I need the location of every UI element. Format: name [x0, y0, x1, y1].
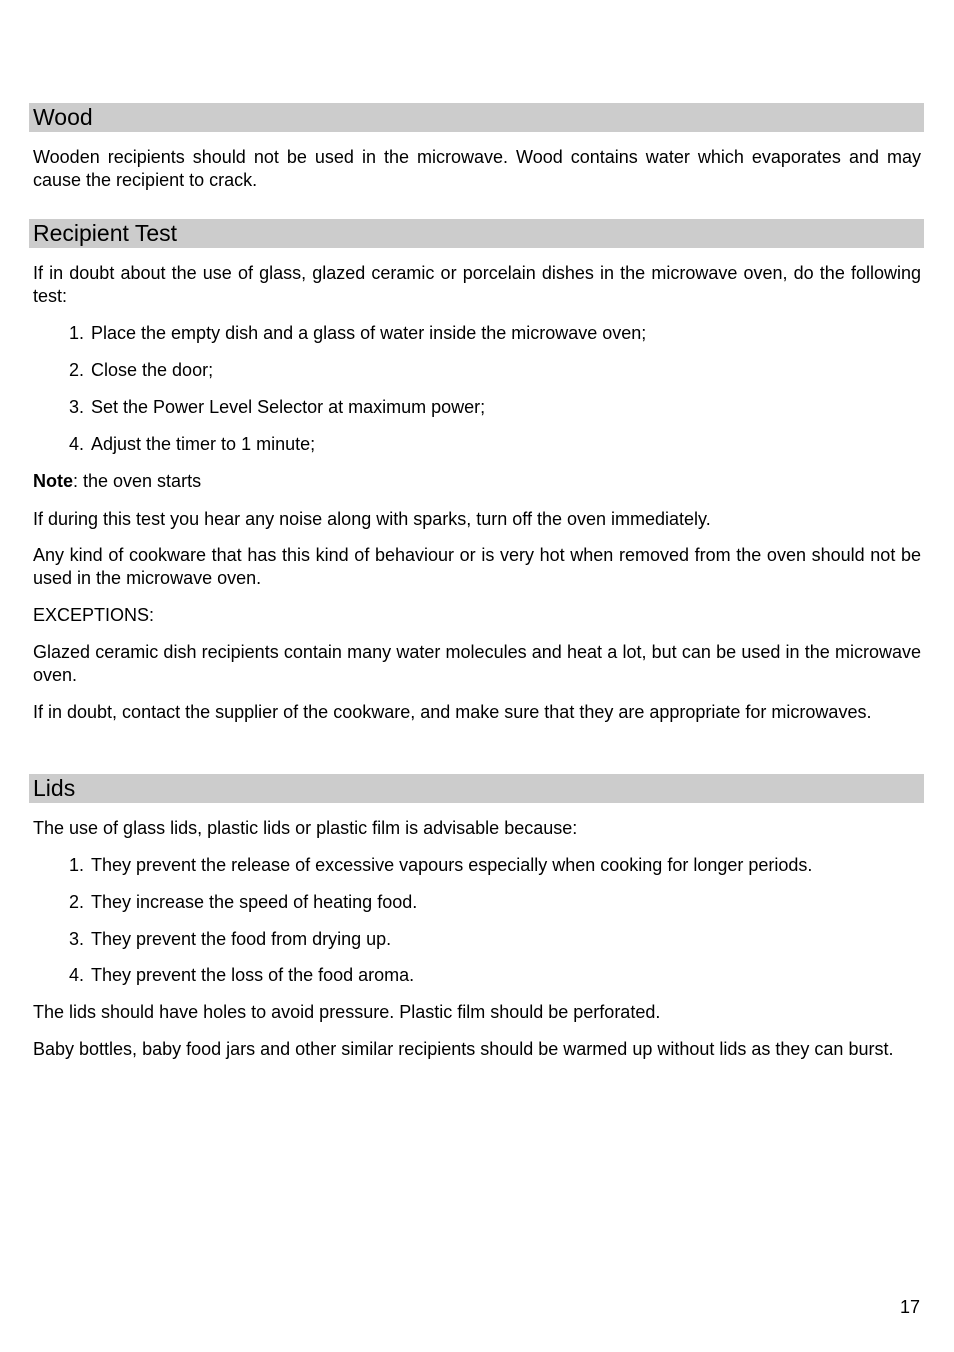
note-text: : the oven starts [73, 471, 202, 491]
list-text: Adjust the timer to 1 minute; [91, 434, 316, 454]
list-text: They increase the speed of heating food. [91, 892, 418, 912]
lids-item-2 [33, 891, 921, 914]
list-text: They prevent the loss of the food aroma. [91, 965, 415, 985]
note-label: Note [33, 471, 73, 491]
section-header-recipient-test: Recipient Test [29, 219, 924, 248]
recipient-test-intro: If in doubt about the use of glass, glazed ceramic or porcelain dishes in the microwave oven, do the following test: [33, 263, 921, 306]
test-step-3 [33, 396, 921, 419]
page-number: 17 [899, 1297, 920, 1317]
lids-item-1 [33, 854, 921, 877]
lids-item-4 [33, 964, 921, 987]
list-number: 3. [68, 397, 84, 417]
doubt-paragraph: If in doubt, contact the supplier of the cookware, and make sure that they are appropriate for microwaves. [33, 702, 872, 722]
list-number: 1. [68, 323, 84, 343]
lids-item-3 [33, 928, 921, 951]
test-step-2 [33, 359, 921, 382]
list-number: 3. [68, 929, 84, 949]
list-text: Place the empty dish and a glass of water inside the microwave oven; [91, 323, 647, 343]
noise-paragraph: If during this test you hear any noise along with sparks, turn off the oven immediately. [33, 509, 711, 529]
list-number: 4. [68, 434, 84, 454]
note-paragraph [33, 470, 921, 493]
exceptions-label: EXCEPTIONS: [33, 605, 155, 625]
list-text: They prevent the food from drying up. [91, 929, 392, 949]
list-text: They prevent the release of excessive vapours especially when cooking for longer periods. [91, 855, 813, 875]
section-header-lids: Lids [29, 774, 924, 803]
test-step-1 [33, 322, 921, 345]
baby-paragraph: Baby bottles, baby food jars and other similar recipients should be warmed up without lids as they can burst. [33, 1039, 894, 1059]
lids-intro: The use of glass lids, plastic lids or plastic film is advisable because: [33, 818, 578, 838]
test-step-4 [33, 433, 921, 456]
glazed-paragraph: Glazed ceramic dish recipients contain many water molecules and heat a lot, but can be used in the microwave oven. [33, 642, 921, 685]
list-number: 1. [68, 855, 84, 875]
wood-paragraph: Wooden recipients should not be used in the microwave. Wood contains water which evaporates and may cause the recipient to crack. [33, 147, 921, 190]
list-text: Close the door; [91, 360, 214, 380]
list-number: 4. [68, 965, 84, 985]
holes-paragraph: The lids should have holes to avoid pressure. Plastic film should be perforated. [33, 1002, 661, 1022]
section-header-wood: Wood [29, 103, 924, 132]
list-number: 2. [68, 360, 84, 380]
list-number: 2. [68, 892, 84, 912]
list-text: Set the Power Level Selector at maximum power; [91, 397, 486, 417]
cookware-paragraph: Any kind of cookware that has this kind of behaviour or is very hot when removed from the oven should not be used in the microwave oven. [33, 545, 921, 588]
